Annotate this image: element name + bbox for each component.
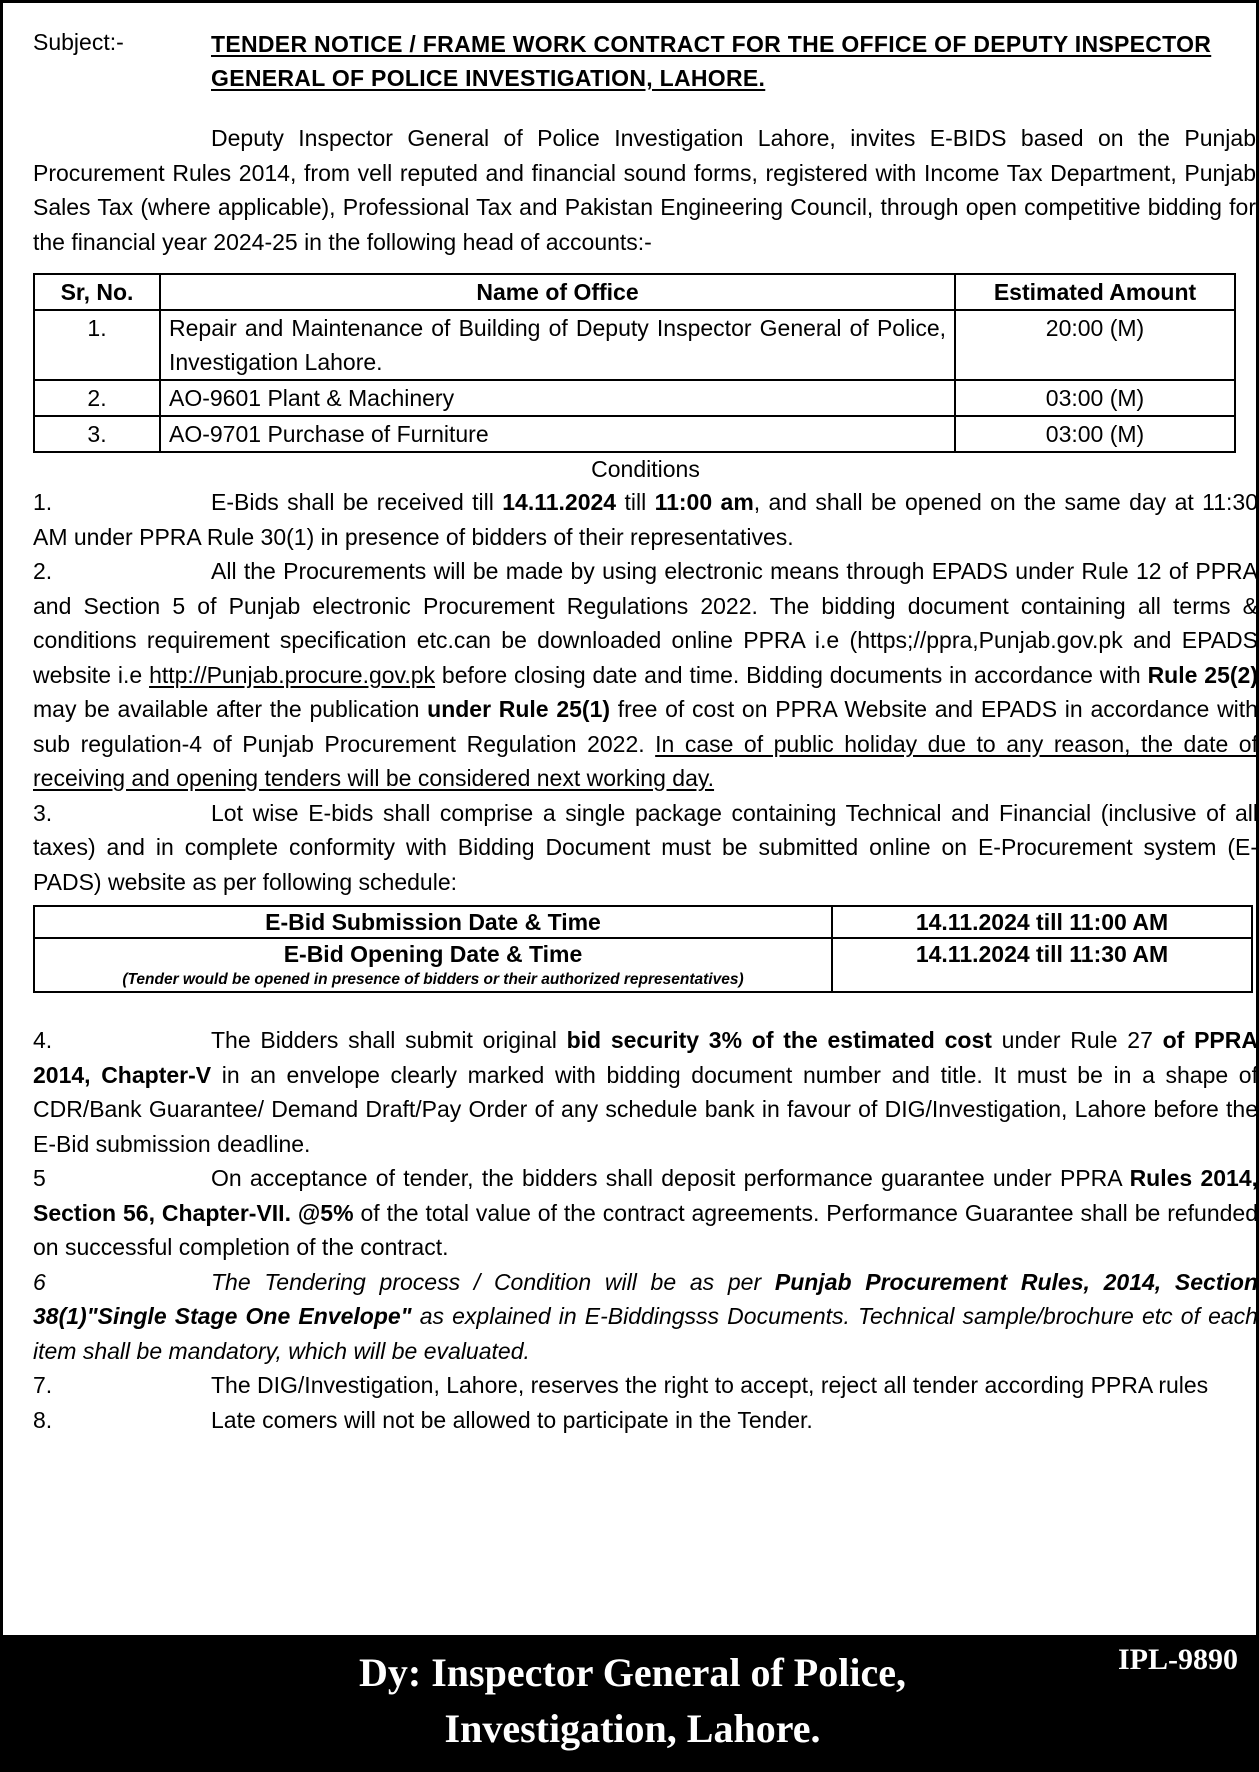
ipl-code: IPL-9890 [1118, 1643, 1238, 1676]
condition-rule: under Rule 25(1) [427, 696, 611, 722]
condition-number: 4. [33, 1027, 53, 1053]
condition-text: may be available after the publication [33, 696, 428, 722]
row-amount: 03:00 (M) [955, 416, 1235, 452]
issuer-line-2: Investigation, Lahore. [444, 1706, 821, 1751]
condition-6 [33, 1265, 1258, 1369]
condition-text: in an envelope clearly marked with bidding document number and title. It must be in a shape of CDR/Bank Guarantee/ Demand Draft/Pay Order of any schedule bank in favour of DIG/Investigation, Lahore before the E-Bid submission deadline. [33, 1061, 1258, 1157]
condition-2 [33, 554, 1258, 796]
issuer-name [3, 1645, 1259, 1757]
condition-7 [33, 1368, 1258, 1403]
subject-label: Subject:- [33, 29, 124, 55]
row-name: AO-9601 Plant & Machinery [160, 380, 955, 416]
condition-number: 7. [33, 1372, 53, 1398]
opening-value: 14.11.2024 till 11:30 AM [832, 938, 1252, 992]
condition-3 [33, 796, 1258, 900]
condition-text: E-Bids shall be received till [211, 489, 503, 515]
table-row [34, 906, 1252, 938]
items-table-header [34, 274, 1235, 310]
table-row [34, 938, 1252, 992]
condition-text: On acceptance of tender, the bidders shall deposit performance guarantee under PPRA [211, 1165, 1130, 1191]
condition-date: 14.11.2024 [502, 489, 617, 515]
condition-rule: Rule 25(2) [1147, 661, 1258, 688]
condition-text: under Rule 27 [991, 1027, 1163, 1053]
conditions-title: Conditions [591, 456, 700, 482]
issuer-line-1: Dy: Inspector General of Police, [359, 1650, 906, 1695]
notice-body [33, 25, 1258, 1437]
condition-text: of the total value of the contract agreements. Performance Guarantee shall be refunded on successful completion of the contract. [33, 1199, 1258, 1260]
intro-text: Deputy Inspector General of Police Investigation Lahore, invites E-BIDS based on the Punjab Procurement Rules 2014, from vell reputed and financial sound forms, registered with Income Tax Department, Punjab Sales Tax (where applicable), Professional Tax and Pakistan Engineering Council, through open competitive bidding for the financial year 2024-25 in the following head of accounts:- [33, 125, 1256, 255]
items-table [33, 273, 1236, 453]
condition-number: 5 [33, 1165, 46, 1191]
opening-label: E-Bid Opening Date & Time [283, 941, 583, 967]
condition-number: 2. [33, 558, 53, 584]
condition-number: 8. [33, 1406, 53, 1433]
row-name: Repair and Maintenance of Building of Deputy Inspector General of Police, Investigation Lahore. [160, 310, 955, 380]
subject-row [33, 25, 1258, 95]
condition-5 [33, 1161, 1258, 1265]
intro-paragraph [33, 121, 1258, 259]
epads-link[interactable]: http://Punjab.procure.gov.pk [149, 661, 436, 688]
condition-text: All the Procurements will be made by using electronic means through EPADS under Rule 12 of PPRA and Section 5 of Punjab electronic Procurement Regulations 2022. The bidding document containing all terms & conditions requirement specification etc.can be downloaded online PPRA i.e (https;//ppra,Punjab.gov.pk and EPADS website i.e [33, 558, 1258, 688]
condition-number: 1. [33, 489, 53, 515]
condition-text: as explained in E-Biddingsss Documents. Technical sample/brochure etc of each item shall be mandatory, which will be evaluated. [33, 1303, 1258, 1364]
opening-cell [34, 938, 832, 992]
submission-value: 14.11.2024 till 11:00 AM [832, 906, 1252, 938]
row-name: AO-9701 Purchase of Furniture [160, 416, 955, 452]
condition-number: 6 [33, 1268, 46, 1295]
row-amount: 20:00 (M) [955, 310, 1235, 380]
condition-8 [33, 1403, 1258, 1438]
condition-text: The DIG/Investigation, Lahore, reserves the right to accept, reject all tender according PPRA rules [211, 1372, 1209, 1398]
condition-emphasis: Rules 2014, Section 56, Chapter-VII. @5% [33, 1165, 1258, 1226]
condition-text: Late comers will not be allowed to participate in the Tender. [211, 1406, 813, 1433]
row-sr: 2. [34, 380, 160, 416]
condition-text: free of cost on PPRA Website and EPADS in accordance with sub regulation-4 of Punjab Procurement Regulation 2022. [33, 696, 1258, 757]
table-row [34, 416, 1235, 452]
condition-emphasis: Punjab Procurement Rules, 2014, Section 38(1)"Single Stage One Envelope" [33, 1268, 1258, 1329]
header-name: Name of Office [160, 274, 955, 310]
row-amount: 03:00 (M) [955, 380, 1235, 416]
condition-emphasis: of PPRA 2014, Chapter-V [33, 1027, 1258, 1088]
condition-4 [33, 1023, 1258, 1161]
row-sr: 1. [34, 310, 160, 380]
condition-text: , and shall be opened on the same day at 11:30 AM under PPRA Rule 30(1) in presence of bidders of their representatives. [33, 489, 1258, 550]
holiday-clause: In case of public holiday due to any reason, the date of receiving and opening tenders will be considered next working day. [33, 730, 1258, 791]
footer-banner [3, 1635, 1256, 1769]
condition-text: The Bidders shall submit original [211, 1027, 567, 1053]
condition-1 [33, 485, 1258, 554]
table-row [34, 380, 1235, 416]
condition-text: Lot wise E-bids shall comprise a single package containing Technical and Financial (inclusive of all taxes) and in complete conformity with Bidding Document must be submitted online on E-Procurement system (E-PADS) website as per following schedule: [33, 799, 1258, 895]
header-sr: Sr, No. [34, 274, 160, 310]
condition-number: 3. [33, 799, 53, 826]
condition-text: The Tendering process / Condition will be as per [211, 1268, 775, 1295]
table-row [34, 310, 1235, 380]
submission-label: E-Bid Submission Date & Time [34, 906, 832, 938]
opening-note: (Tender would be opened in presence of bidders or their authorized representatives) [122, 971, 744, 988]
condition-emphasis: bid security 3% of the estimated cost [566, 1027, 992, 1053]
row-sr: 3. [34, 416, 160, 452]
schedule-table [33, 905, 1253, 993]
subject-title: TENDER NOTICE / FRAME WORK CONTRACT FOR THE OFFICE OF DEPUTY INSPECTOR GENERAL OF POLICE INVESTIGATION, LAHORE. [211, 31, 1212, 91]
condition-time: 11:00 am [654, 489, 754, 515]
header-amount: Estimated Amount [955, 274, 1235, 310]
condition-text: till [616, 489, 655, 515]
condition-text: before closing date and time. Bidding documents in accordance with [435, 661, 1148, 688]
